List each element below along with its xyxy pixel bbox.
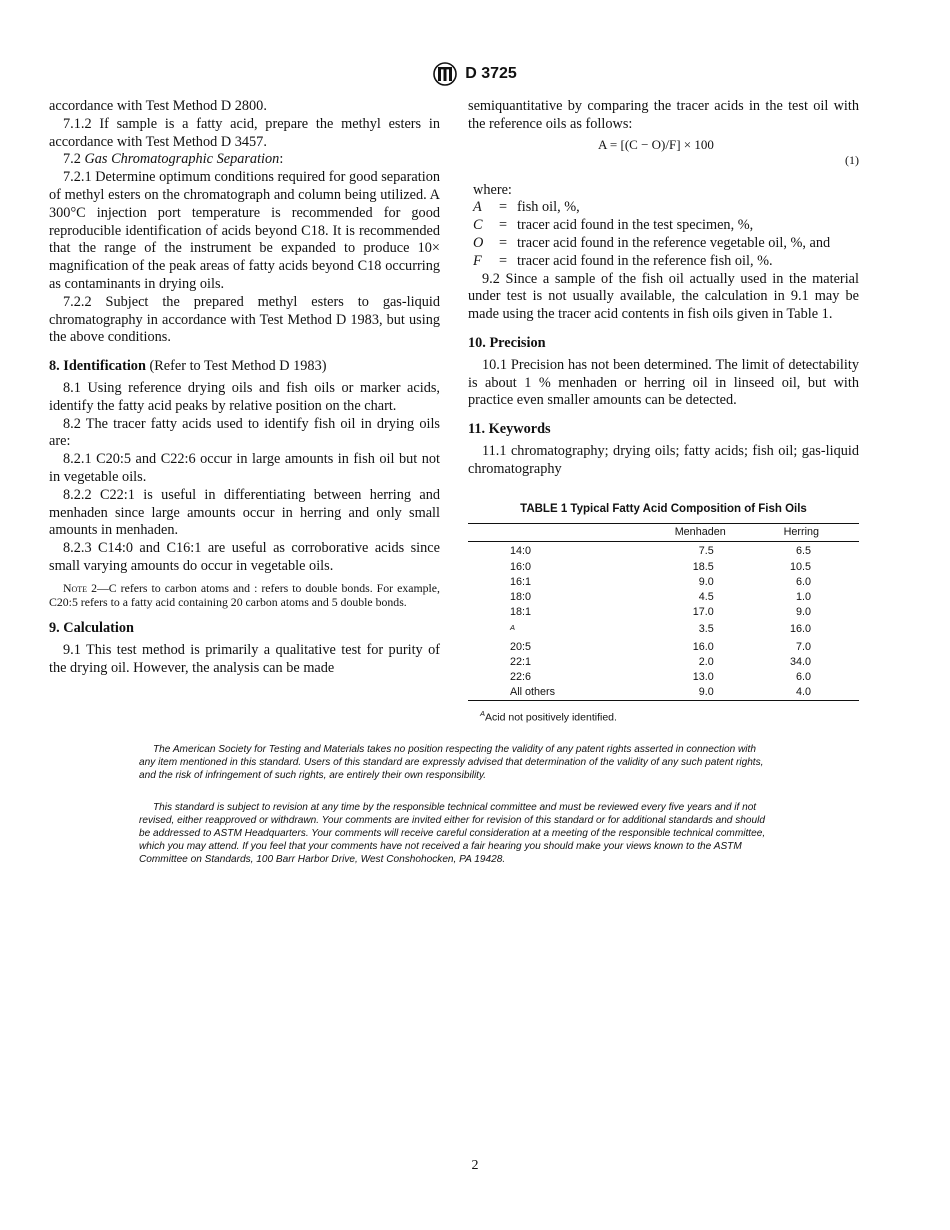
herring-cell: 7.0 xyxy=(795,640,811,653)
paragraph: 8.1 Using reference drying oils and fish oils or marker acids, identify the fatty acid peaks by relative position on the chart. xyxy=(49,379,440,414)
menhaden-cell: 3.5 xyxy=(698,623,714,636)
table-row xyxy=(468,670,859,685)
section-9-heading: 9. Calculation xyxy=(49,620,134,637)
section-7-2-title: Gas Chromatographic Separation xyxy=(84,151,280,168)
table-footnote: $^A$Acid not positively identified. xyxy=(480,708,617,724)
herring-cell: 9.0 xyxy=(795,605,811,618)
equation-1 xyxy=(468,136,859,176)
paragraph: 7.2.1 Determine optimum conditions required for good separation of methyl esters on the chromatograph and column being utilized. A 300°C injection port temperature is recommended for good reproducible identification of acids beyond C18. It is recommended that the range of the instrument be expanded to produce 10× magnification of the peak areas of fatty acids beyond C18 occurring as contaminants in drying oils. xyxy=(49,169,440,292)
equation-formula: A = [(C − O)/F] × 100 xyxy=(598,136,714,152)
where-label: where: xyxy=(473,181,512,198)
paragraph: accordance with Test Method D 2800. xyxy=(49,98,267,114)
paragraph: semiquantitative by comparing the tracer acids in the test oil with the reference oils as follows: xyxy=(468,98,859,132)
disclaimers xyxy=(139,743,771,885)
herring-cell: 34.0 xyxy=(789,655,811,668)
paragraph: 9.1 This test method is primarily a qualitative test for purity of the drying oil. However, the analysis can be made xyxy=(49,641,440,676)
acid-cell: All others xyxy=(468,685,641,701)
paragraph: 8.2.1 C20:5 and C22:6 occur in large amounts in fish oil but not in vegetable oils. xyxy=(49,451,440,485)
table-row xyxy=(468,605,859,620)
document-id: D 3725 xyxy=(465,65,517,82)
herring-cell: 6.5 xyxy=(795,545,811,558)
definition-row: O = tracer acid found in the reference vegetable oil, %, and xyxy=(473,234,831,251)
menhaden-cell: 13.0 xyxy=(692,670,714,683)
paragraph: 10.1 Precision has not been determined. The limit of detectability is about 1 % menhaden or herring oil in linseed oil, but with practice even smaller amounts can be detected. xyxy=(468,356,859,409)
section-10-heading: 10. Precision xyxy=(468,334,546,351)
acid-cell: 16:1 xyxy=(510,575,532,588)
table-body xyxy=(468,542,859,701)
table-row xyxy=(468,542,859,560)
menhaden-cell: 4.5 xyxy=(698,590,714,603)
herring-cell: 4.0 xyxy=(750,685,859,701)
table-row xyxy=(468,575,859,590)
acid-cell: 20:5 xyxy=(510,640,532,653)
paragraph: 7.2.2 Subject the prepared methyl esters to gas-liquid chromatography in accordance with Test Method D 1983, but using the above conditions. xyxy=(49,293,440,346)
definition-row: C = tracer acid found in the test specimen, %, xyxy=(473,217,754,234)
page-header xyxy=(0,62,950,86)
menhaden-cell: 2.0 xyxy=(698,655,714,668)
herring-cell: 6.0 xyxy=(795,575,811,588)
herring-cell: 6.0 xyxy=(795,670,811,683)
section-7-2-heading: 7.2 Gas Chromatographic Separation: xyxy=(63,151,284,168)
menhaden-cell: 9.0 xyxy=(698,575,714,588)
table-row xyxy=(468,685,859,701)
revision-notice: This standard is subject to revision at any time by the responsible technical committee and must be reviewed every five years and if not revised, either reapproved or withdrawn. Your comments are invited either for revision of this standard or for additional standards and should be addressed to ASTM Headquarters. Your comments will receive careful consideration at a meeting of the responsible technical committee, which you may attend. If you feel that your comments have not received a fair hearing you should make your views known to the ASTM Committee on Standards, 100 Barr Harbor Drive, West Conshohocken, PA 19428. xyxy=(139,802,766,865)
paragraph: 8.2.2 C22:1 is useful in differentiating between herring and menhaden since large amounts occur in herring and only small amounts in menhaden. xyxy=(49,486,440,539)
section-11-heading: 11. Keywords xyxy=(468,421,551,438)
column-header-menhaden: Menhaden xyxy=(641,524,750,542)
right-column xyxy=(468,98,859,727)
table-header-row xyxy=(468,524,859,542)
equation-number: (1) xyxy=(845,152,859,167)
definition-row: A = fish oil, %, xyxy=(473,199,580,216)
table-row xyxy=(468,590,859,605)
column-header-herring: Herring xyxy=(750,524,859,542)
acid-cell: 16:0 xyxy=(510,560,532,573)
menhaden-cell: 16.0 xyxy=(692,640,714,653)
table-row xyxy=(468,560,859,575)
table-row xyxy=(468,620,859,640)
fatty-acid-table xyxy=(468,523,859,701)
herring-cell: 1.0 xyxy=(795,590,811,603)
paragraph: 7.1.2 If sample is a fatty acid, prepare the methyl esters in accordance with Test Method D 3457. xyxy=(49,115,440,150)
acid-cell: 14:0 xyxy=(510,545,532,558)
note-2: Note 2—C refers to carbon atoms and : refers to double bonds. For example, C20:5 refers to a fatty acid containing 20 carbon atoms and 5 double bonds. xyxy=(49,580,440,609)
acid-cell: A xyxy=(510,622,516,632)
menhaden-cell: 9.0 xyxy=(641,685,750,701)
page-number: 2 xyxy=(471,1158,479,1173)
menhaden-cell: 7.5 xyxy=(698,545,714,558)
table-row xyxy=(468,640,859,655)
table-title: TABLE 1 Typical Fatty Acid Composition of Fish Oils xyxy=(520,502,807,515)
variable-definitions xyxy=(473,199,859,270)
left-column xyxy=(49,98,440,678)
acid-cell: 22:6 xyxy=(510,670,532,683)
paragraph: 8.2.3 C14:0 and C16:1 are useful as corroborative acids since small varying amounts do occur in vegetable oils. xyxy=(49,540,440,574)
paragraph: 11.1 chromatography; drying oils; fatty acids; fish oil; gas-liquid chromatography xyxy=(468,442,859,477)
menhaden-cell: 17.0 xyxy=(692,605,714,618)
herring-cell: 10.5 xyxy=(789,560,811,573)
paragraph: 9.2 Since a sample of the fish oil actually used in the material under test is not usually available, the calculation in 9.1 may be made using the tracer acid contents in fish oils given in Table 1. xyxy=(468,270,859,323)
table-row xyxy=(468,655,859,670)
acid-cell: 18:0 xyxy=(510,590,532,603)
herring-cell: 16.0 xyxy=(789,623,811,636)
column-header xyxy=(468,524,641,542)
section-8-heading: 8. Identification (Refer to Test Method D 1983) xyxy=(49,358,327,375)
table-1 xyxy=(468,501,859,728)
acid-cell: 22:1 xyxy=(510,655,532,668)
menhaden-cell: 18.5 xyxy=(692,560,714,573)
paragraph: 8.2 The tracer fatty acids used to identify fish oil in drying oils are: xyxy=(49,415,440,450)
patent-disclaimer: The American Society for Testing and Materials takes no position respecting the validity of any patent rights asserted in connection with any item mentioned in this standard. Users of this standard are expressly advised that determination of the validity of any such patent rights, and the risk of infringement of such rights, are entirely their own responsibility. xyxy=(139,744,764,781)
definition-row: F = tracer acid found in the reference fish oil, %. xyxy=(473,252,773,269)
astm-logo-icon xyxy=(433,62,457,86)
acid-cell: 18:1 xyxy=(510,605,532,618)
